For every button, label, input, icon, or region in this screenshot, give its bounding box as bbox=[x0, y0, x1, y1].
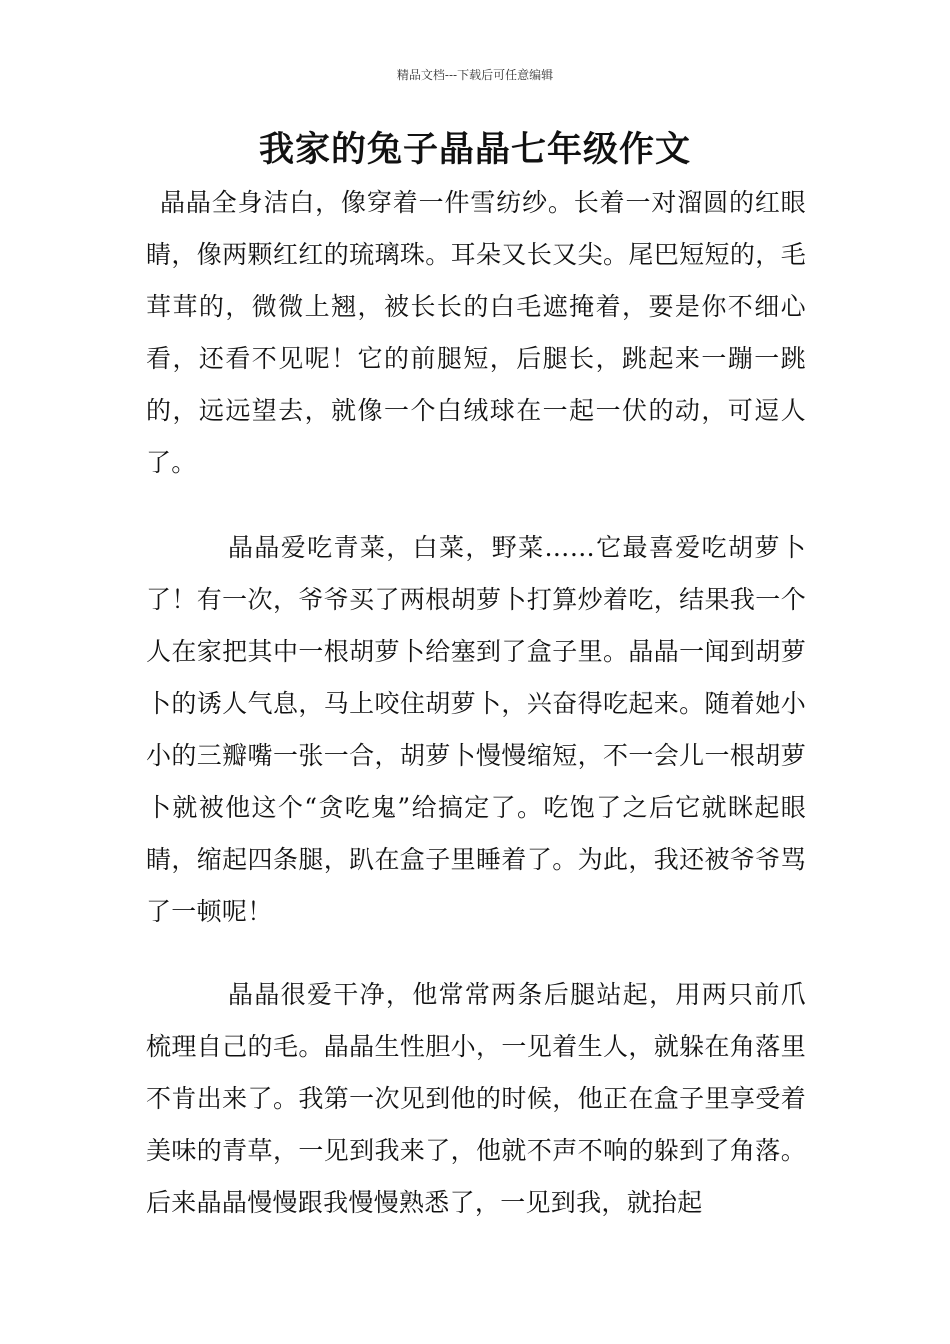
paragraph-appearance: 晶晶全身洁白，像穿着一件雪纺纱。长着一对溜圆的红眼睛，像两颗红红的琉璃珠。耳朵又长又尖。尾巴短短的，毛茸茸的，微微上翘，被长长的白毛遮掩着，要是你不细心看，还看不见呢！它的前腿短，后腿长，跳起来一蹦一跳的，远远望去，就像一个白绒球在一起一伏的动，可逗人了。 bbox=[146, 188, 806, 477]
paragraph-eating: 晶晶爱吃青菜，白菜，野菜……它最喜爱吃胡萝卜了！有一次，爷爷买了两根胡萝卜打算炒着吃，结果我一个人在家把其中一根胡萝卜给塞到了盒子里。晶晶一闻到胡萝卜的诱人气息，马上咬住胡萝卜，兴奋得吃起来。随着她小小的三瓣嘴一张一合，胡萝卜慢慢缩短，不一会儿一根胡萝卜就被他这个“贪吃鬼”给搞定了。吃饱了之后它就眯起眼睛，缩起四条腿，趴在盒子里睡着了。为此，我还被爷爷骂了一顿呢！ bbox=[146, 533, 806, 926]
document-title: 我家的兔子晶晶七年级作文 bbox=[258, 130, 691, 170]
header-note: 精品文档---下载后可任意编辑 bbox=[396, 68, 554, 82]
paragraph-habits: 晶晶很爱干净，他常常两条后腿站起，用两只前爪梳理自己的毛。晶晶生性胆小，一见着生人，就躲在角落里不肯出来了。我第一次见到他的时候，他正在盒子里享受着美味的青草，一见到我来了，他就不声不响的躲到了角落。后来晶晶慢慢跟我慢慢熟悉了，一见到我，就抬起 bbox=[146, 980, 806, 1217]
